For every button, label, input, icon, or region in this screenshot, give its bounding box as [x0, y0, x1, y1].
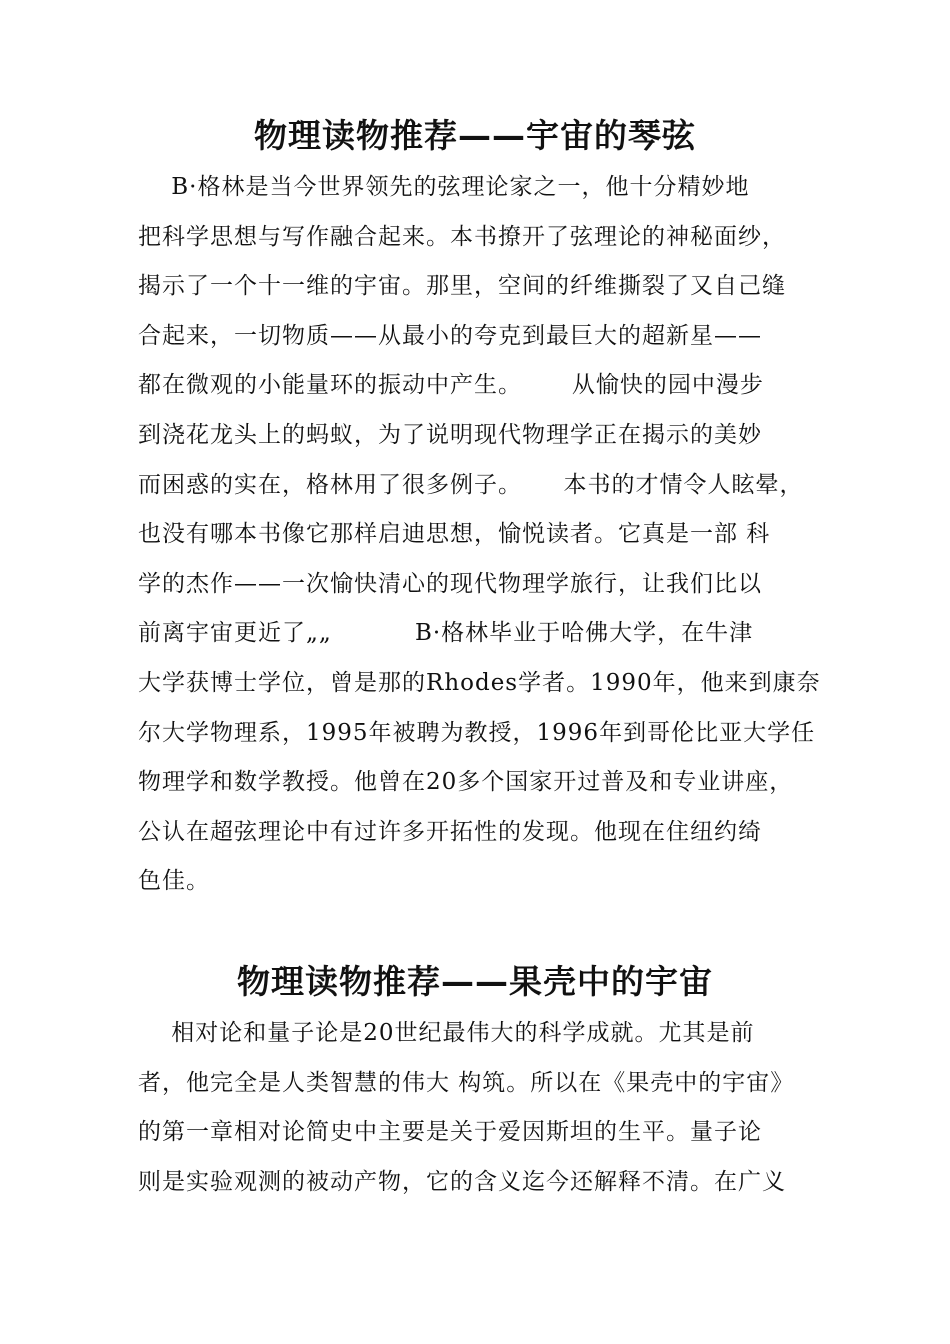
text-line: 也没有哪本书像它那样启迪思想，愉悦读者。它真是一部 科	[138, 521, 771, 548]
text-line: 到浇花龙头上的蚂蚁，为了说明现代物理学正在揭示的美妙	[138, 421, 762, 448]
text-line: 合起来，一切物质——从最小的夸克到最巨大的超新星——	[138, 322, 762, 349]
text-line: 色佳。	[138, 868, 210, 895]
section-body	[138, 1009, 828, 1207]
section-body	[138, 163, 828, 907]
text-line: B·格林是当今世界领先的弦理论家之一，他十分精妙地	[138, 174, 750, 200]
text-line: 都在微观的小能量环的振动中产生。 从愉快的园中漫步	[138, 372, 764, 399]
text-line: 相对论和量子论是20世纪最伟大的科学成就。尤其是前	[138, 1020, 755, 1046]
text-line: 的第一章相对论简史中主要是关于爱因斯坦的生平。量子论	[138, 1119, 762, 1146]
text-line: 前离宇宙更近了„„ B·格林毕业于哈佛大学，在牛津	[138, 620, 754, 647]
text-line: 公认在超弦理论中有过许多开拓性的发现。他现在住纽约绮	[138, 818, 762, 845]
text-line: 揭示了一个十一维的宇宙。那里，空间的纤维撕裂了又自己缝	[138, 273, 786, 300]
text-line: 者，他完全是人类智慧的伟大 构筑。所以在《果壳中的宇宙》	[138, 1069, 795, 1096]
text-line: 物理学和数学教授。他曾在20多个国家开过普及和专业讲座，	[138, 769, 794, 796]
text-line: 而困惑的实在，格林用了很多例子。 本书的才情令人眩晕，	[138, 471, 804, 498]
section-title: 物理读物推荐——宇宙的琴弦	[254, 116, 696, 155]
section-title: 物理读物推荐——果壳中的宇宙	[237, 962, 713, 1001]
text-line: 则是实验观测的被动产物，它的含义迄今还解释不清。在广义	[138, 1168, 786, 1195]
text-line: 把科学思想与写作融合起来。本书撩开了弦理论的神秘面纱，	[138, 223, 786, 250]
text-line: 尔大学物理系，1995年被聘为教授，1996年到哥伦比亚大学任	[138, 719, 816, 746]
text-line: 大学获博士学位，曾是那的Rhodes学者。1990年，他来到康奈	[138, 669, 821, 696]
text-line: 学的杰作——一次愉快清心的现代物理学旅行，让我们比以	[138, 570, 762, 597]
